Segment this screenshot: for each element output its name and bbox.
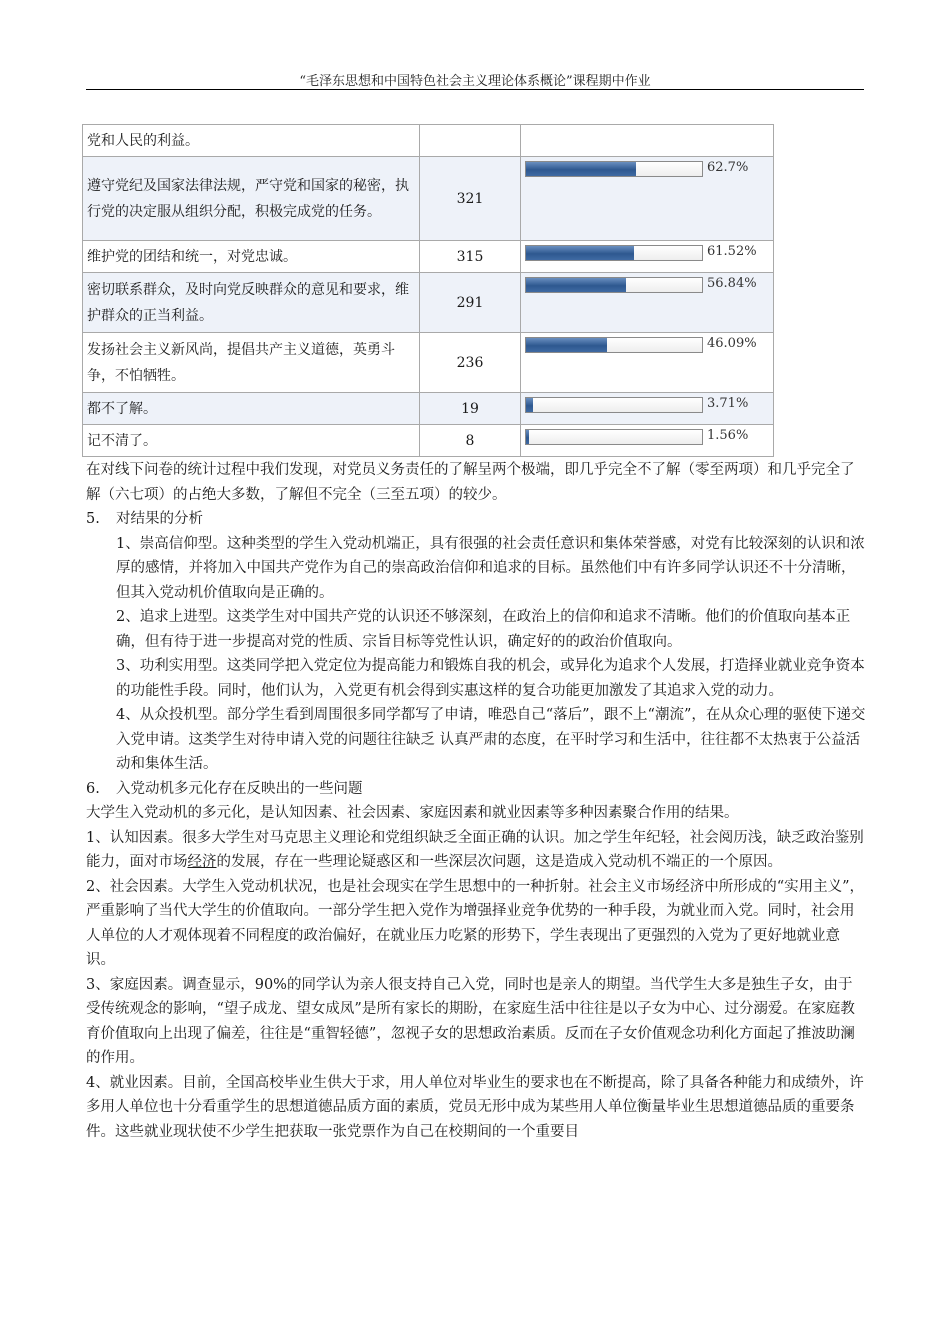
progress-fill bbox=[526, 338, 607, 352]
header-rule bbox=[86, 89, 864, 90]
percent-label: 62.7% bbox=[707, 160, 749, 175]
option-text: 都不了解。 bbox=[83, 393, 420, 425]
progress-fill bbox=[526, 162, 636, 176]
document-body bbox=[86, 458, 866, 1144]
option-text: 记不清了。 bbox=[83, 425, 420, 457]
paragraph: 2、追求上进型。这类学生对中国共产党的认识还不够深刻，在政治上的信仰和追求不清晰。他们的价值取向基本正确，但有待于进一步提高对党的性质、宗旨目标等党性认识，确定好的的政治价值取向。 bbox=[116, 609, 851, 650]
page-header-title: “毛泽东思想和中国特色社会主义理论体系概论”课程期中作业 bbox=[299, 74, 651, 89]
section-heading bbox=[86, 507, 866, 532]
bar-cell bbox=[521, 157, 774, 241]
paragraph bbox=[86, 826, 866, 875]
paragraph: 3、功利实用型。这类同学把入党定位为提高能力和锻炼自我的机会，或异化为追求个人发展，打造择业就业竞争资本的功能性手段。同时，他们认为，入党更有机会得到实惠这样的复合功能更加激发了其追求入党的动力。 bbox=[116, 658, 865, 699]
count-cell: 321 bbox=[420, 157, 521, 241]
section-title: 入党动机多元化存在反映出的一些问题 bbox=[116, 780, 363, 797]
progress-bar bbox=[525, 397, 703, 413]
percent-label: 1.56% bbox=[707, 428, 749, 443]
table-row bbox=[83, 241, 774, 273]
economy-link[interactable]: 经济 bbox=[187, 854, 217, 870]
bar-cell bbox=[521, 393, 774, 425]
percent-label: 61.52% bbox=[707, 244, 757, 259]
count-cell: 19 bbox=[420, 393, 521, 425]
text-span: 1、认知因素。很多大学生对马克思主义理论和党组织缺乏全面正确的认识。加之学生年纪轻，社会阅历浅，缺乏政治鉴别能力，面对市场 bbox=[86, 829, 864, 870]
table-row bbox=[83, 333, 774, 393]
table-row bbox=[83, 273, 774, 333]
percent-label: 3.71% bbox=[707, 396, 749, 411]
bar-cell bbox=[521, 425, 774, 457]
progress-bar bbox=[525, 245, 703, 261]
section-number: 5. bbox=[86, 511, 100, 527]
paragraph: 3、家庭因素。调查显示，90%的同学认为亲人很支持自己入党，同时也是亲人的期望。当代学生大多是独生子女，由于受传统观念的影响，“望子成龙、望女成凤”是所有家长的期盼，在家庭生活中往往是以子女为中心、过分溺爱。在家庭教育价值取向上出现了偏差，往往是“重智轻德”，忽视子女的思想政治素质。反而在子女价值观念功利化方面起了推波助澜的作用。 bbox=[86, 976, 855, 1066]
progress-bar bbox=[525, 337, 703, 353]
paragraph: 2、社会因素。大学生入党动机状况，也是社会现实在学生思想中的一种折射。社会主义市场经济中所形成的“实用主义”，严重影响了当代大学生的价值取向。一部分学生把入党作为增强择业竞争优势的一种手段，为就业而入党。同时，社会用人单位的人才观体现着不同程度的政治偏好，在就业压力吃紧的形势下，学生表现出了更强烈的入党为了更好地就业意识。 bbox=[86, 878, 865, 968]
progress-fill bbox=[526, 398, 533, 412]
section-title: 对结果的分析 bbox=[116, 511, 203, 527]
progress-bar bbox=[525, 277, 703, 293]
table-row bbox=[83, 425, 774, 457]
paragraph: 4、从众投机型。部分学生看到周围很多同学都写了申请，唯恐自己“落后”，跟不上“潮流”，在从众心理的驱使下递交入党申请。这类学生对待申请入党的问题往往缺乏 认真严肃的态度，在平时学习和生活中，往往都不太热衷于公益活动和集体生活。 bbox=[116, 707, 866, 772]
progress-fill bbox=[526, 278, 626, 292]
survey-results-table bbox=[82, 124, 774, 457]
progress-bar bbox=[525, 161, 703, 177]
progress-bar bbox=[525, 429, 703, 445]
paragraph: 大学生入党动机的多元化，是认知因素、社会因素、家庭因素和就业因素等多种因素聚合作用的结果。 bbox=[86, 805, 739, 821]
option-text: 维护党的团结和统一，对党忠诚。 bbox=[83, 241, 420, 273]
count-cell bbox=[420, 125, 521, 157]
count-cell: 236 bbox=[420, 333, 521, 393]
text-span: 的发展，存在一些理论疑惑区和一些深层次问题，这是造成入党动机不端正的一个原因。 bbox=[216, 854, 782, 870]
percent-label: 46.09% bbox=[707, 336, 757, 351]
progress-fill bbox=[526, 246, 634, 260]
section-heading bbox=[86, 777, 866, 802]
count-cell: 315 bbox=[420, 241, 521, 273]
option-text: 发扬社会主义新风尚，提倡共产主义道德，英勇斗争，不怕牺牲。 bbox=[83, 333, 420, 393]
percent-label: 56.84% bbox=[707, 276, 757, 291]
paragraph: 4、就业因素。目前，全国高校毕业生供大于求，用人单位对毕业生的要求也在不断提高，除了具备各种能力和成绩外，许多用人单位也十分看重学生的思想道德品质方面的素质，党员无形中成为某些用人单位衡量毕业生思想道德品质的重要条件。这些就业现状使不少学生把获取一张党票作为自己在校期间的一个重要目 bbox=[86, 1074, 864, 1140]
option-text: 密切联系群众，及时向党反映群众的意见和要求，维护群众的正当利益。 bbox=[83, 273, 420, 333]
paragraph: 1、崇高信仰型。这种类型的学生入党动机端正，具有很强的社会责任意识和集体荣誉感，对党有比较深刻的认识和浓厚的感情，并将加入中国共产党作为自己的崇高政治信仰和追求的目标。虽然他们中有许多同学认识还不十分清晰，但其入党动机价值取向是正确的。 bbox=[116, 535, 865, 601]
table-row-continued bbox=[83, 125, 774, 157]
section-number: 6. bbox=[86, 780, 100, 797]
intro-paragraph: 在对线下问卷的统计过程中我们发现，对党员义务责任的了解呈两个极端，即几乎完全不了解（零至两项）和几乎完全了解（六七项）的占绝大多数，了解但不完全（三至五项）的较少。 bbox=[86, 462, 855, 503]
table-row bbox=[83, 157, 774, 241]
table-row bbox=[83, 393, 774, 425]
bar-cell bbox=[521, 273, 774, 333]
option-text: 党和人民的利益。 bbox=[83, 125, 420, 157]
bar-cell bbox=[521, 241, 774, 273]
progress-fill bbox=[526, 430, 529, 444]
count-cell: 291 bbox=[420, 273, 521, 333]
bar-cell bbox=[521, 125, 774, 157]
bar-cell bbox=[521, 333, 774, 393]
option-text: 遵守党纪及国家法律法规，严守党和国家的秘密，执行党的决定服从组织分配，积极完成党的任务。 bbox=[83, 157, 420, 241]
count-cell: 8 bbox=[420, 425, 521, 457]
